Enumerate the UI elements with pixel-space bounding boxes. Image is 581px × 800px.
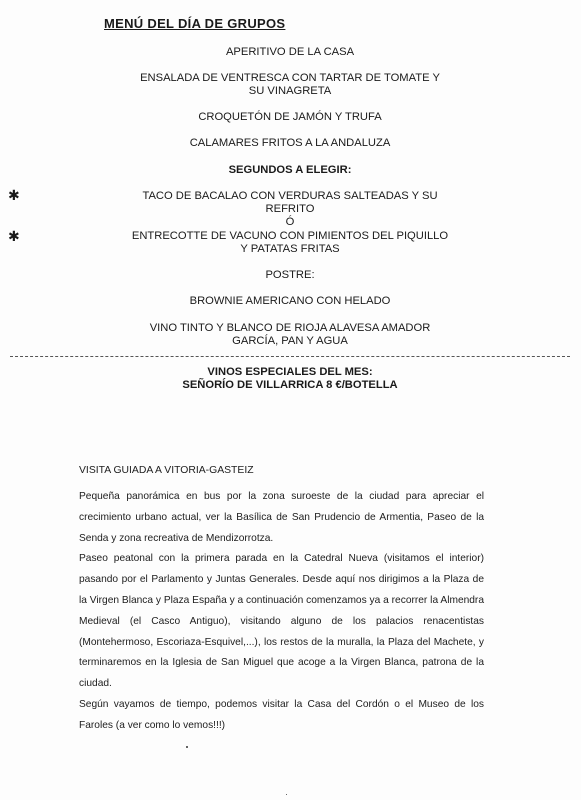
menu-item-entrecotte-line-2: Y PATATAS FRITAS <box>240 243 340 255</box>
menu-item-croqueton: CROQUETÓN DE JAMÓN Y TRUFA <box>198 111 382 123</box>
menu-item-calamares: CALAMARES FRITOS A LA ANDALUZA <box>189 137 391 149</box>
menu-item-postre: BROWNIE AMERICANO CON HELADO <box>189 295 391 307</box>
menu-item-taco-line-2: REFRITO <box>265 203 315 215</box>
dashed-divider <box>10 356 570 357</box>
menu-item-ensalada-line-2: SU VINAGRETA <box>248 85 332 97</box>
tour-body <box>79 487 484 737</box>
star-bullet-icon: ✱ <box>8 228 20 244</box>
menu-item-taco-line-1: TACO DE BACALAO CON VERDURAS SALTEADAS Y SU <box>142 190 438 202</box>
tour-title: VISITA GUIADA A VITORIA-GASTEIZ <box>79 465 254 476</box>
menu-item-aperitivo: APERITIVO DE LA CASA <box>225 46 355 58</box>
menu-item-ensalada-line-1: ENSALADA DE VENTRESCA CON TARTAR DE TOMATE Y <box>140 72 440 84</box>
or-separator: Ó <box>285 216 295 228</box>
tour-paragraph-3: Según vayamos de tiempo, podemos visitar la Casa del Cordón o el Museo de los Faroles (a ver como lo vemos!!!) <box>79 698 484 731</box>
segundos-heading: SEGUNDOS A ELEGIR: <box>228 164 352 176</box>
tour-paragraph-2: Paseo peatonal con la primera parada en la Catedral Nueva (visitamos el interior) pasando por el Parlamento y Juntas Generales. Desde aquí nos dirigimos a la Plaza de la Virgen Blanca y Plaza España y a continuación comenzamos ya a recorrer la Almendra Medieval (el Casco Antiguo), visitando alguno de los palacios renacentistas (Montehermoso, Escoriaza-Esquivel,...), los restos de la muralla, la Plaza del Machete, y terminaremos en la Iglesia de San Miguel que acoge a la Virgen Blanca, patrona de la ciudad. <box>79 553 484 690</box>
star-bullet-icon: ✱ <box>8 187 20 203</box>
scan-speck <box>286 794 287 795</box>
especiales-line-2: SEÑORÍO DE VILLARRICA 8 €/BOTELLA <box>182 379 398 391</box>
menu-item-vino-line-1: VINO TINTO Y BLANCO DE RIOJA ALAVESA AMADOR <box>149 322 431 334</box>
menu-item-entrecotte-line-1: ENTRECOTTE DE VACUNO CON PIMIENTOS DEL PIQUILLO <box>131 230 449 242</box>
scan-speck <box>186 746 188 748</box>
menu-item-vino-line-2: GARCÍA, PAN Y AGUA <box>232 335 348 347</box>
tour-paragraph-1: Pequeña panorámica en bus por la zona suroeste de la ciudad para apreciar el crecimiento urbano actual, ver la Basílica de San Prudencio de Armentia, Paseo de la Senda y zona recreativa de Mendizorrotza. <box>79 491 484 544</box>
postre-heading: POSTRE: <box>265 269 315 281</box>
menu-title: MENÚ DEL DÍA DE GRUPOS <box>104 16 286 31</box>
especiales-line-1: VINOS ESPECIALES DEL MES: <box>207 366 373 378</box>
